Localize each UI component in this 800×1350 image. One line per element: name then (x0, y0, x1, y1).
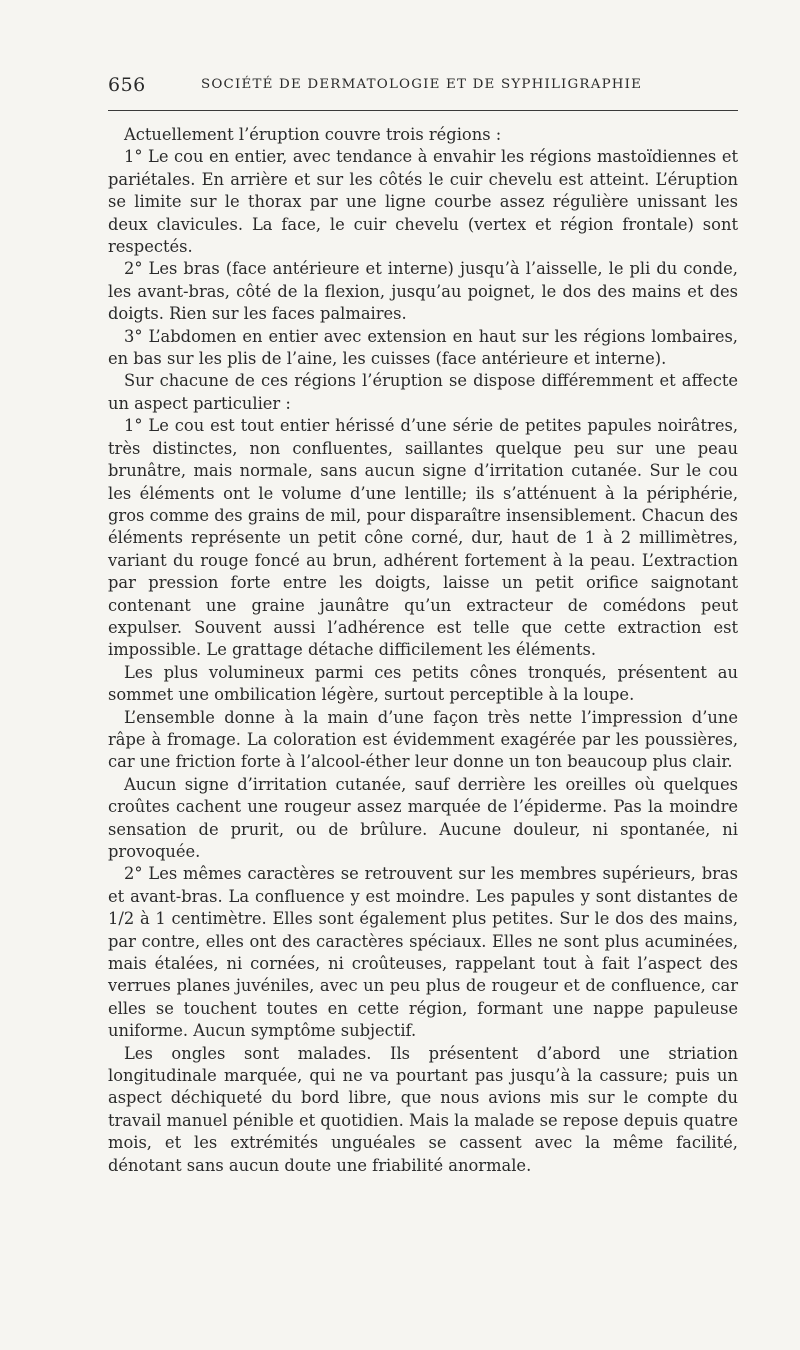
page-number: 656 (108, 74, 146, 96)
paragraph-irritation: Aucun signe d’irritation cutanée, sauf derrière les oreilles où quelques croûtes cachent une rougeur assez marquée de l’épiderme. Pas la moindre sensation de prurit, ou de brûlure. Aucune douleur, ni spontanée, ni provoquée. (108, 774, 738, 861)
body-text (108, 124, 738, 1177)
paragraph-grater: L’ensemble donne à la main d’une façon très nette l’impression d’une râpe à fromage. La coloration est évidemment exagérée par les poussières, car une friction forte à l’alcool-éther leur donne un ton beaucoup plus clair. (108, 707, 738, 772)
paragraph-intro: Actuellement l’éruption couvre trois régions : (124, 125, 502, 144)
paragraph-nails: Les ongles sont malades. Ils présentent d’abord une striation longitudinale marquée, qui ne va pourtant pas jusqu’à la cassure; puis un aspect déchiqueté du bord libre, que nous avions mis sur le compte du travail manuel pénible et quotidien. Mais la malade se repose depuis quatre mois, et les extrémités unguéales se cassent avec la même facilité, dénotant sans aucun doute une friabilité anormale. (108, 1043, 738, 1175)
header-rule (108, 110, 738, 111)
paragraph-cones: Les plus volumineux parmi ces petits cônes tronqués, présentent au sommet une ombilication légère, surtout perceptible à la loupe. (108, 662, 738, 705)
paragraph-arms: 2° Les mêmes caractères se retrouvent sur les membres supérieurs, bras et avant-bras. La confluence y est moindre. Les papules y sont distantes de 1/2 à 1 centimètre. Elles sont également plus petites. Sur le dos des mains, par contre, elles ont des caractères spéciaux. Elles ne sont plus acuminées, mais étalées, ni cornées, ni croûteuses, rappelant tout à fait l’aspect des verrues planes juvéniles, avec un peu plus de rougeur et de confluence, car elles se touchent toutes en cette région, formant une nappe papuleuse uniforme. Aucun symptôme subjectif. (108, 864, 738, 1041)
running-title: SOCIÉTÉ DE DERMATOLOGIE ET DE SYPHILIGRAPHIE (201, 77, 643, 92)
paragraph-aspect-intro: Sur chacune de ces régions l’éruption se dispose différemment et affecte un aspect particulier : (108, 371, 738, 413)
paragraph-region-3: 3° L’abdomen en entier avec extension en haut sur les régions lombaires, en bas sur les plis de l’aine, les cuisses (face antérieure et interne). (108, 326, 738, 369)
paragraph-region-1: 1° Le cou en entier, avec tendance à envahir les régions mastoïdiennes et pariétales. En arrière et sur les côtés le cuir chevelu est atteint. L’éruption se limite sur le thorax par une ligne courbe assez régulière unissant les deux clavicules. La face, le cuir chevelu (vertex et région frontale) sont respectés. (108, 147, 738, 257)
page-header (108, 74, 738, 100)
paragraph-region-2: 2° Les bras (face antérieure et interne) jusqu’à l’aisselle, le pli du conde, les avant-bras, côté de la flexion, jusqu’au poignet, le dos des mains et des doigts. Rien sur les faces palmaires. (108, 259, 738, 324)
paragraph-neck: 1° Le cou est tout entier hérissé d’une série de petites papules noirâtres, très distinctes, non confluentes, saillantes quelque peu sur une peau brunâtre, mais normale, sans aucun signe d’irritation cutanée. Sur le cou les éléments ont le volume d’une lentille; ils s’atténuent à la périphérie, gros comme des grains de mil, pour disparaître insensiblement. Chacun des éléments représente un petit cône corné, dur, haut de 1 à 2 millimètres, variant du rouge foncé au brun, adhérent fortement à la peau. L’extraction par pression forte entre les doigts, laisse un petit orifice saignotant contenant une graine jaunâtre qu’un extracteur de comédons peut expulser. Souvent aussi l’adhérence est telle que cette extraction est impossible. Le grattage détache difficilement les éléments. (108, 416, 738, 660)
